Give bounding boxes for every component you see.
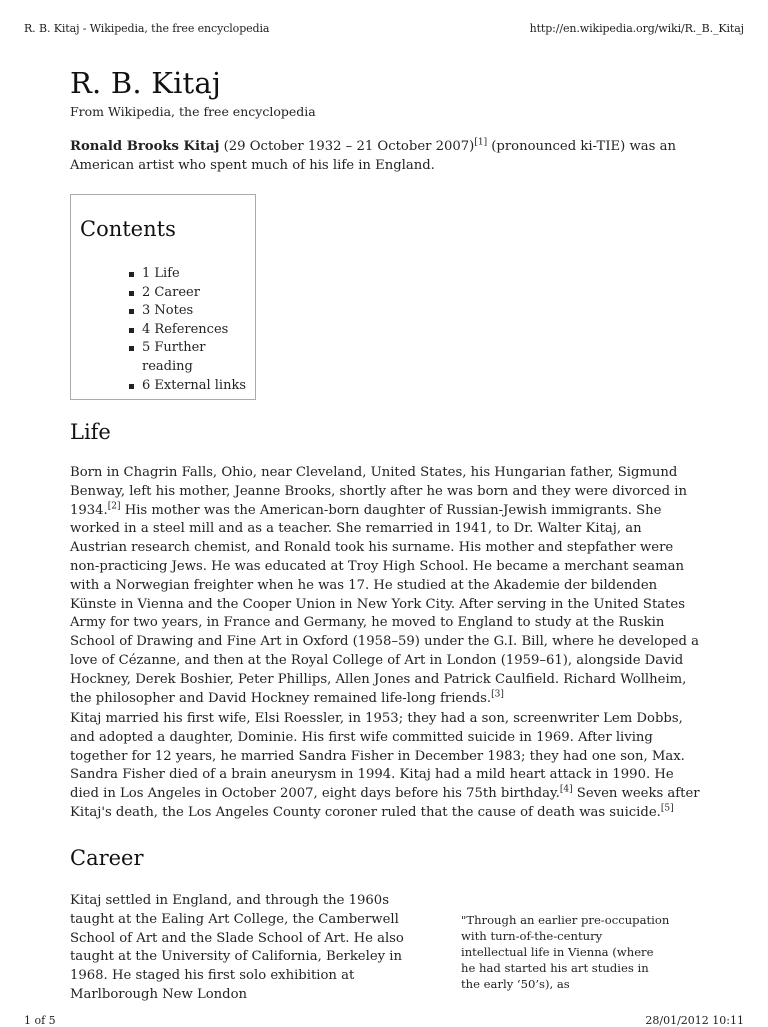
- intro-section: [70, 138, 700, 176]
- pull-quote: "Through an earlier pre-occupation with turn-of-the-century intellectual life in Vienna (where he had started his art studies in the early ‘50’s), as: [461, 913, 670, 991]
- toc-item-references[interactable]: 4 References: [129, 321, 255, 340]
- toc-item-further-reading[interactable]: 5 Further reading: [129, 339, 255, 376]
- life-paragraph-2: [70, 710, 700, 823]
- ref-link[interactable]: [1]: [474, 137, 488, 148]
- intro-dates: (29 October 1932 – 21 October 2007): [219, 139, 475, 154]
- career-text: Kitaj settled in England, and through the 1960s taught at the Ealing Art College, the Camberwell School of Art and the Slade School of Art. He also taught at the University of California, Berkeley in 1968. He staged his first solo exhibition at Marlborough New London: [70, 893, 404, 1002]
- life-text-1b: His mother was the American-born daughter of Russian-Jewish immigrants. She worked in a steel mill and as a teacher. She remarried in 1941, to Dr. Walter Kitaj, an Austrian research chemist, and Ronald took his surname. His mother and stepfather were non-practicing Jews. He was educated at Troy High School. He became a merchant seaman with a Norwegian freighter when he was 17. He studied at the Akademie der bildenden Künste in Vienna and the Cooper Union in New York City. After serving in the United States Army for two years, in France and Germany, he moved to England to study at the Ruskin School of Drawing and Fine Art in Oxford (1958–59) under the G.I. Bill, where he developed a love of Cézanne, and then at the Royal College of Art in London (1959–61), alongside David Hockney, Derek Boshier, Peter Phillips, Allen Jones and Patrick Caulfield. Richard Wollheim, the philosopher and David Hockney remained life-long friends.: [70, 502, 699, 706]
- page-url[interactable]: http://en.wikipedia.org/wiki/R._B._Kitaj: [529, 22, 744, 35]
- toc-item-notes[interactable]: 3 Notes: [129, 302, 255, 321]
- ref-link[interactable]: [4]: [559, 784, 573, 795]
- toc-item-life[interactable]: 1 Life: [129, 265, 255, 284]
- table-of-contents: [70, 194, 256, 400]
- career-heading: Career: [70, 846, 144, 870]
- browser-page-title: R. B. Kitaj - Wikipedia, the free encyclopedia: [24, 22, 270, 35]
- article-title: R. B. Kitaj: [70, 66, 222, 100]
- life-text-1a: Born in Chagrin Falls, Ohio, near Cleveland, United States, his Hungarian father, Sigmund Benway, left his mother, Jeanne Brooks, shortly after he was born and they were divorced in 1934.: [70, 465, 688, 518]
- article-subtitle: From Wikipedia, the free encyclopedia: [70, 104, 316, 119]
- life-heading: Life: [70, 420, 111, 444]
- career-paragraph: [70, 892, 410, 1005]
- ref-link[interactable]: [2]: [107, 501, 121, 512]
- life-text-1: [70, 464, 700, 708]
- toc-list: [129, 265, 255, 395]
- life-text-2b: Seven weeks after Kitaj's death, the Los Angeles County coroner ruled that the cause of death was suicide.: [70, 786, 700, 820]
- subject-name: Ronald Brooks Kitaj: [70, 139, 220, 154]
- life-text-2: [70, 710, 700, 823]
- print-date: 28/01/2012 10:11: [645, 1014, 744, 1027]
- life-paragraph-1: [70, 464, 700, 708]
- toc-heading: Contents: [80, 217, 176, 241]
- life-text-2a: Kitaj married his first wife, Elsi Roessler, in 1953; they had a son, screenwriter Lem Dobbs, and adopted a daughter, Dominie. His first wife committed suicide in 1969. After living together for 12 years, he married Sandra Fisher in December 1983; they had one son, Max. Sandra Fisher died of a brain aneurysm in 1994. Kitaj had a mild heart attack in 1990. He died in Los Angeles in October 2007, eight days before his 75th birthday.: [70, 711, 685, 802]
- toc-item-external-links[interactable]: 6 External links: [129, 377, 255, 396]
- page-number: 1 of 5: [24, 1014, 56, 1027]
- ref-link[interactable]: [3]: [491, 689, 504, 700]
- intro-text: (pronounced ki-TIE) was an American artist who spent much of his life in England.: [70, 139, 676, 173]
- toc-item-career[interactable]: 2 Career: [129, 284, 255, 303]
- ref-link[interactable]: [5]: [660, 803, 674, 814]
- intro-paragraph: [70, 138, 700, 176]
